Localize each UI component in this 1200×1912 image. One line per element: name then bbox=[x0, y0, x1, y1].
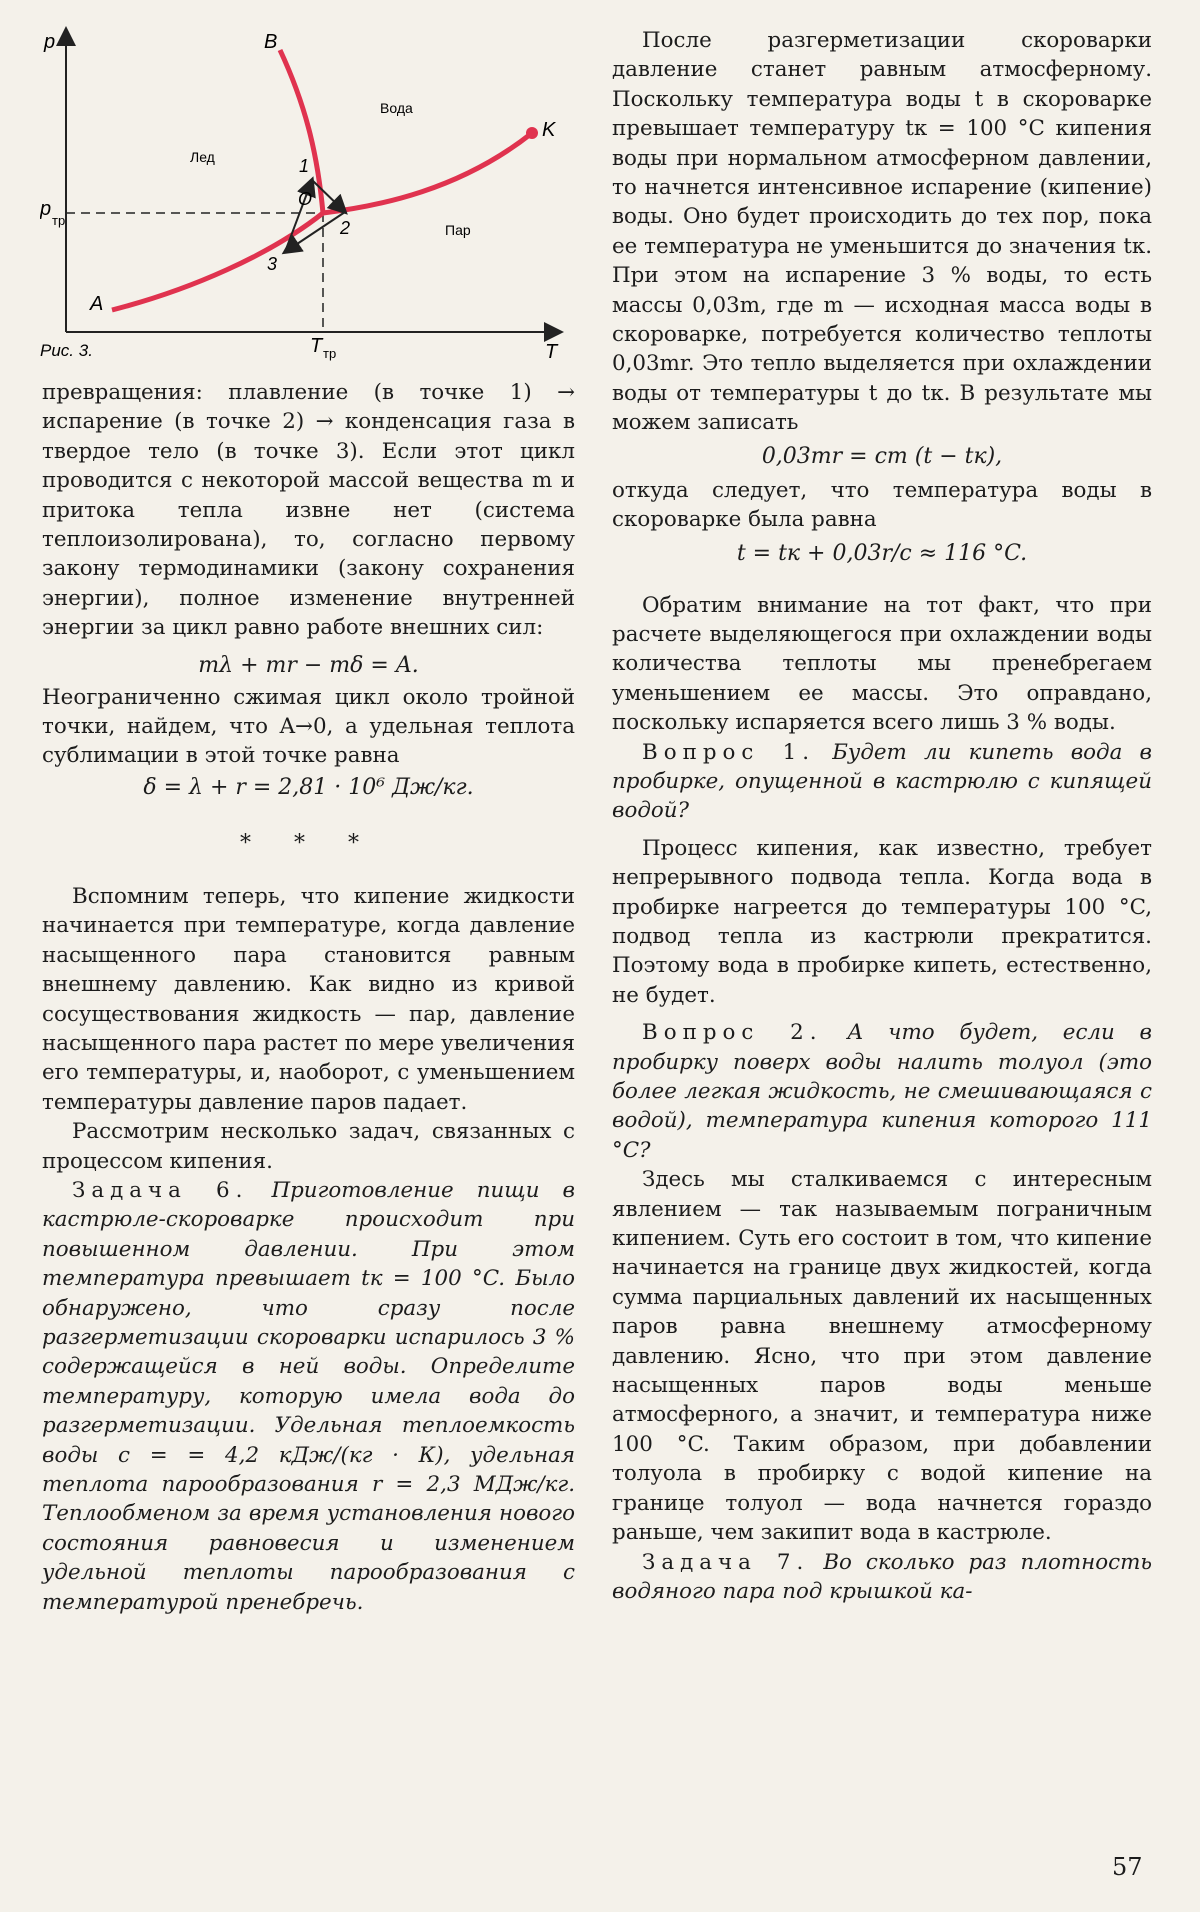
region-water: Вода bbox=[380, 100, 413, 116]
task-6-label: Задача 6. bbox=[72, 1177, 249, 1203]
p-tr-label: p bbox=[40, 198, 52, 220]
phase-diagram bbox=[40, 20, 580, 365]
question-2 bbox=[612, 1018, 1152, 1165]
left-paragraph-1: превращения: плавление (в точке 1) → испарение (в точке 2) → конденсация газа в твердое тело (в точке 3). Если этот цикл проводится с некоторой массой вещества m и притока тепла извне нет (система теплоизолирована), то, согласно первому закону термодинамики (закону сохранения энергии), полное изменение внутренней энергии за цикл равно работе внешних сил: bbox=[42, 380, 575, 641]
task-6 bbox=[42, 1176, 575, 1617]
right-paragraph-2: откуда следует, что температура воды в скороварке была равна bbox=[612, 477, 1152, 533]
left-formula-2: δ = λ + r = 2,81 · 10⁶ Дж/кг. bbox=[143, 774, 474, 800]
left-paragraph-4: Рассмотрим несколько задач, связанных с процессом кипения. bbox=[42, 1119, 575, 1174]
T-tr-sub: тр bbox=[323, 346, 337, 361]
task-6-text: Приготовление пищи в кастрюле-скороварке происходит при повышенном давлении. При этом температура превышает tк = 100 °C. Было обнаружено, что сразу после разгерметизации скороварки испарилось 3 % содержащейся в ней воды. Определите температуру, которую имела вода до разгерметизации. Удельная теплоемкость воды c = = 4,2 кДж/(кг · К), удельная теплота парообразования r = 2,3 МДж/кг. Теплообменом за время установления нового состояния равновесия и изменением удельной теплоты парообразования с температурой пренебречь. bbox=[42, 1177, 575, 1615]
section-separator: * * * bbox=[240, 830, 377, 856]
axis-p-label: p bbox=[44, 31, 56, 53]
right-paragraph-5: Здесь мы сталкиваемся с интересным явлением — так называемым пограничным кипением. Суть его состоит в том, что кипение начинается на границе двух жидкостей, когда сумма парциальных давлений их насыщенных паров равна внешнему атмосферному давлению. Ясно, что при этом давление насыщенных паров воды меньше атмосферного, а значит, и температура ниже 100 °C. Таким образом, при добавлении толуола в пробирку с водой кипение на границе толуол — вода начнется гораздо раньше, чем закипит вода в кастрюле. bbox=[612, 1167, 1152, 1546]
page-number: 57 bbox=[1112, 1853, 1143, 1881]
sublimation-curve bbox=[112, 213, 323, 310]
question-2-label: Вопрос 2. bbox=[642, 1020, 823, 1046]
figure-caption: Рис. 3. bbox=[40, 341, 93, 360]
right-formula-2: t = tк + 0,03r/c ≈ 116 °C. bbox=[736, 540, 1028, 566]
right-formula-1: 0,03mr = cm (t − tк), bbox=[761, 443, 1003, 469]
label-B: B bbox=[264, 31, 278, 53]
critical-point bbox=[526, 127, 538, 139]
left-column bbox=[42, 378, 575, 1617]
label-O: O bbox=[298, 189, 313, 209]
left-formula-1: mλ + mr − mδ = A. bbox=[198, 652, 419, 678]
task-7-text: Во сколько раз плотность водяного пара под крышкой ка- bbox=[612, 1549, 1152, 1604]
question-1 bbox=[612, 738, 1152, 826]
p-tr-sub: тр bbox=[52, 213, 66, 228]
left-paragraph-2: Неограниченно сжимая цикл около тройной точки, найдем, что A→0, а удельная теплота сублимации в этой точке равна bbox=[42, 684, 575, 769]
label-1: 1 bbox=[299, 156, 310, 176]
vaporization-curve bbox=[323, 133, 532, 213]
question-1-text: Будет ли кипеть вода в пробирке, опущенной в кастрюлю с кипящей водой? bbox=[612, 739, 1152, 824]
cycle-1-2 bbox=[312, 180, 345, 212]
label-3: 3 bbox=[267, 254, 278, 274]
label-A: A bbox=[90, 293, 104, 315]
question-2-text: А что будет, если в пробирку поверх воды налить толуол (это более легкая жидкость, не смешивающаяся с водой), температура кипения которого 111 °C? bbox=[612, 1020, 1152, 1163]
task-7-label: Задача 7. bbox=[642, 1549, 810, 1575]
question-1-label: Вопрос 1. bbox=[642, 739, 816, 765]
right-paragraph-4: Процесс кипения, как известно, требует непрерывного подвода тепла. Когда вода в пробирке нагреется до температуры 100 °C, подвод тепла из кастрюли прекратится. Поэтому вода в пробирке кипеть, естественно, не будет. bbox=[612, 835, 1152, 1008]
right-column bbox=[612, 26, 1152, 1606]
left-paragraph-3: Вспомним теперь, что кипение жидкости начинается при температуре, когда давление насыщенного пара становится равным внешнему давлению. Как видно из кривой сосуществования жидкость — пар, давление насыщенного пара растет по мере увеличения его температуры, и, наоборот, с уменьшением температуры давление паров падает. bbox=[42, 883, 575, 1115]
axis-T-label: T bbox=[545, 341, 558, 363]
right-paragraph-3: Обратим внимание на тот факт, что при расчете выделяющегося при охлаждении воды количества теплоты мы пренебрегаем уменьшением ее массы. Это оправдано, поскольку испаряется всего лишь 3 % воды. bbox=[612, 592, 1152, 736]
label-K: K bbox=[542, 119, 556, 141]
right-paragraph-1: После разгерметизации скороварки давление станет равным атмосферному. Поскольку температура воды t в скороварке превышает температуру tк = 100 °C кипения воды при нормальном атмосферном давлении, то начнется интенсивное испарение (кипение) воды. Оно будет происходить до тех пор, пока ее температура не уменьшится до значения tк. При этом на испарение 3 % воды, то есть массы 0,03m, где m — исходная масса воды в скороварке, потребуется количество теплоты 0,03mr. Это тепло выделяется при охлаждении воды от температуры t до tк. В результате мы можем записать bbox=[612, 28, 1152, 436]
region-vapor: Пар bbox=[445, 222, 471, 238]
T-tr-label: T bbox=[310, 335, 323, 357]
region-ice: Лед bbox=[190, 149, 215, 165]
label-2: 2 bbox=[340, 218, 351, 238]
task-7 bbox=[612, 1548, 1152, 1607]
